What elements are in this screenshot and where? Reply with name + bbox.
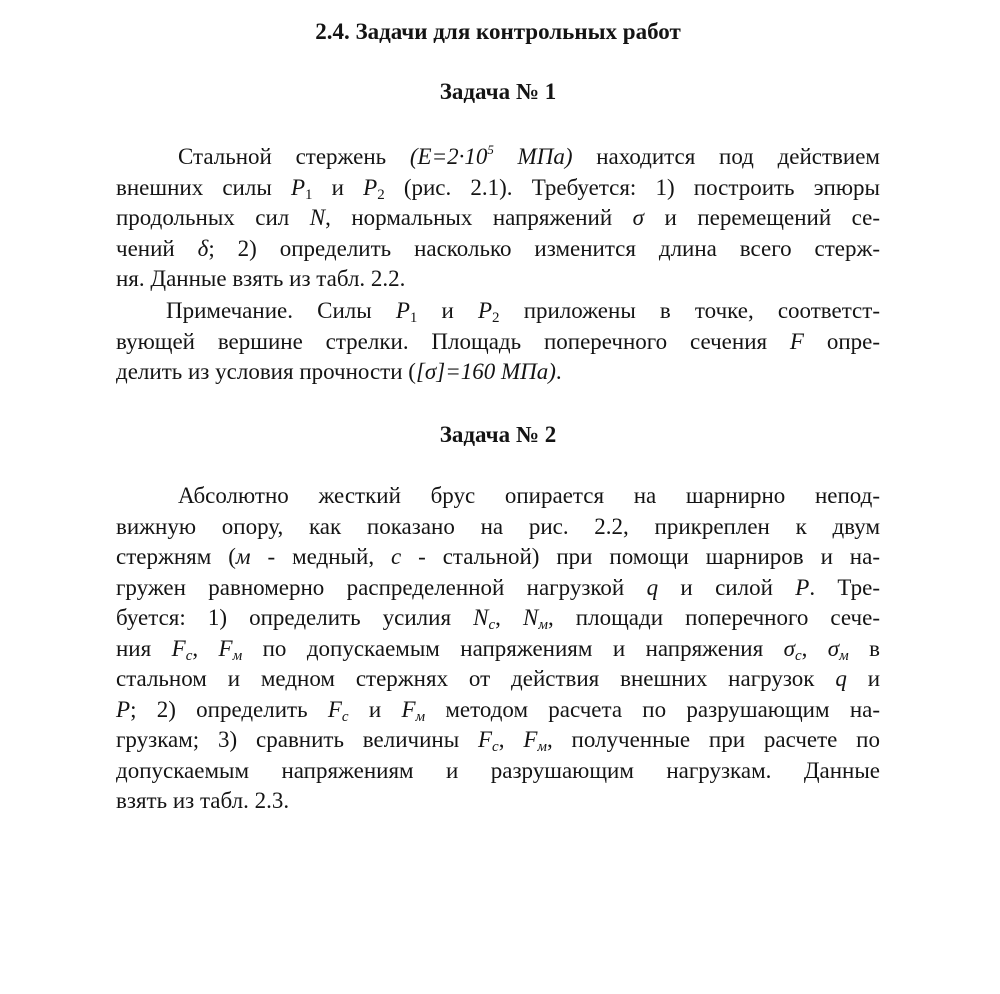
text-line: ния $F_с$, $F_м$ по допускаемым напряжениям и напряжения $\sigma_с$, $\sigma_м$ в — [116, 635, 880, 664]
text-line: чений δ; 2) определить насколько изменится длина всего стерж- — [116, 235, 881, 261]
text-line: продольных сил N, нормальных напряжений σ и перемещений се- — [116, 205, 880, 230]
text-line: грузкам; 3) сравнить величины $F_с$, $F_м$, полученные при расчете по — [116, 727, 880, 755]
task-2-title: Задача № 2 — [439, 422, 557, 447]
text-line: гружен равномерно распределенной нагрузкой q и силой P. Тре- — [116, 574, 880, 600]
text-line: P; 2) определить $F_с$ и $F_м$ методом расчета по разрушающим на- — [116, 696, 880, 725]
text-line: вующей вершине стрелки. Площадь поперечного сечения F опре- — [116, 328, 880, 354]
task-2-paragraph — [116, 481, 880, 817]
text-line: вижную опору, как показано на рис. 2.2, прикреплен к двум — [116, 513, 880, 539]
text-line: делить из условия прочности ([σ]=160 МПа). — [116, 359, 562, 384]
section-title: 2.4. Задачи для контрольных работ — [315, 19, 681, 44]
task-1-title: Задача № 1 — [439, 79, 557, 104]
text-line: Стальной стержень ($E=2\cdot 10^5$ МПа) находится под действием — [178, 142, 880, 169]
text-line: стержням (м - медный, с - стальной) при помощи шарниров и на- — [116, 544, 880, 569]
text-line: ня. Данные взять из табл. 2.2. — [116, 266, 406, 291]
task-1-note-paragraph — [116, 296, 880, 388]
text-line: Примечание. Силы $P_1$ и $P_2$ приложены в точке, соответст- — [166, 298, 880, 326]
text-line: допускаемым напряжениям и разрушающим нагрузкам. Данные — [116, 757, 880, 783]
task-1-paragraph-1 — [116, 142, 880, 295]
text-line: Абсолютно жесткий брус опирается на шарнирно непод- — [178, 483, 880, 508]
text-line: стальном и медном стержнях от действия внешних нагрузок q и — [116, 666, 880, 691]
text-line: буется: 1) определить усилия $N_с$, $N_м$, площади поперечного сече- — [116, 605, 880, 633]
text-line: внешних силы $P_1$ и $P_2$ (рис. 2.1). Требуется: 1) построить эпюры — [116, 174, 881, 203]
text-line: взять из табл. 2.3. — [116, 788, 290, 813]
